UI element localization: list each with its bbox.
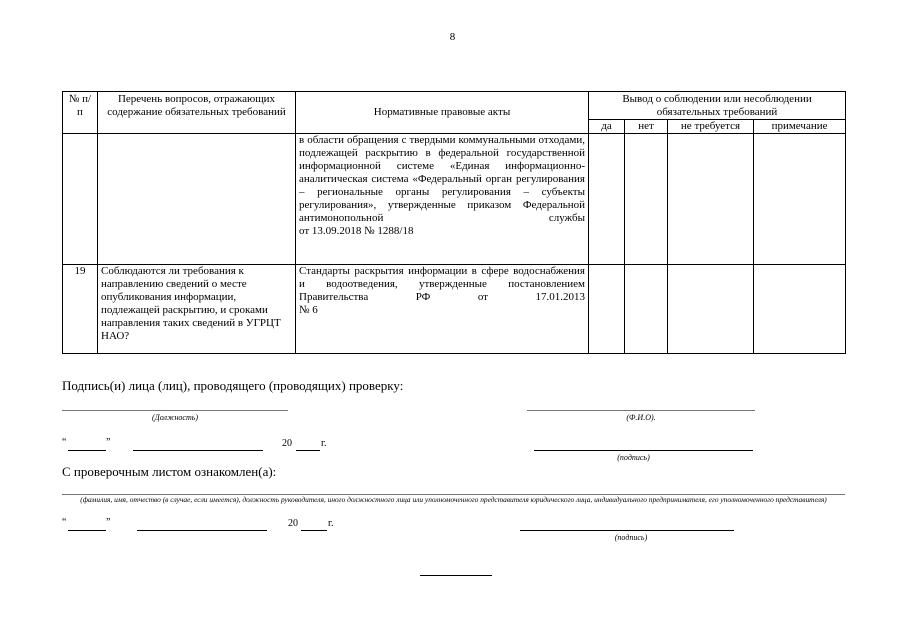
- position-caption: (Должность): [151, 413, 199, 422]
- row-not-required-cell: [668, 134, 754, 265]
- row-question: [98, 134, 296, 265]
- ack-date-quote-open: “: [62, 517, 67, 528]
- row-yes-cell: [589, 265, 625, 354]
- row-remark-cell: [754, 265, 846, 354]
- ack-signature-caption: (подпись): [614, 533, 648, 542]
- date-quote-open: “: [62, 437, 67, 448]
- header-remark: примечание: [754, 120, 846, 134]
- date-year-prefix: 20: [282, 438, 292, 449]
- ack-signature-line: [520, 530, 734, 531]
- header-acts: Нормативные правовые акты: [296, 92, 589, 134]
- acknowledgement-note: (фамилия, имя, отчество (в случае, если имеется), должность руководителя, иного должностного лица или уполномоченного представителя юридического лица, индивидуального предпринимателя, его уполномоченного представителя): [80, 495, 827, 504]
- row-not-required-cell: [668, 265, 754, 354]
- name-caption: (Ф.И.О).: [626, 413, 656, 422]
- date-year-suffix: г.: [321, 438, 327, 449]
- header-questions: Перечень вопросов, отражающих содержание обязательных требований: [98, 92, 296, 134]
- row-acts: [296, 265, 589, 354]
- ack-date-day-line: [68, 530, 106, 531]
- end-divider: [420, 575, 492, 576]
- acknowledgement-title: С проверочным листом ознакомлен(а):: [62, 464, 277, 479]
- row-num: 19: [63, 265, 98, 354]
- date-day-line: [68, 450, 106, 451]
- date-quote-close: ”: [106, 437, 111, 448]
- ack-date-year-prefix: 20: [288, 518, 298, 529]
- checklist-table: [62, 91, 846, 354]
- header-num: № п/п: [63, 92, 98, 134]
- row-acts-text-end: от 13.09.2018 № 1288/18: [299, 225, 414, 237]
- row-num: [63, 134, 98, 265]
- date-month-line: [133, 450, 263, 451]
- table-row: [63, 265, 846, 354]
- date-year-line: [296, 450, 320, 451]
- row-acts-text-end: № 6: [299, 304, 318, 316]
- row-acts-text: Стандарты раскрытия информации в сфере водоснабжения и водоотведения, утвержденные постановлением Правительства РФ от 17.01.2013: [299, 265, 585, 303]
- ack-date-month-line: [137, 530, 267, 531]
- row-no-cell: [625, 265, 668, 354]
- row-acts: [296, 134, 589, 265]
- page-number: 8: [449, 31, 456, 43]
- position-line: [62, 410, 288, 411]
- signature-caption: (подпись): [617, 453, 650, 462]
- name-line: [527, 410, 755, 411]
- signature-line: [534, 450, 753, 451]
- row-no-cell: [625, 134, 668, 265]
- header-no: нет: [625, 120, 668, 134]
- ack-date-year-suffix: г.: [328, 518, 334, 529]
- signature-section-title: Подпись(и) лица (лиц), проводящего (проводящих) проверку:: [62, 378, 404, 393]
- ack-date-year-line: [301, 530, 327, 531]
- header-yes: да: [589, 120, 625, 134]
- row-remark-cell: [754, 134, 846, 265]
- row-yes-cell: [589, 134, 625, 265]
- header-not-required: не требуется: [668, 120, 754, 134]
- row-question: Соблюдаются ли требования к направлению сведений о месте опубликования информации, подлежащей раскрытию, и сроками направления таких сведений в УГРЦТ НАО?: [98, 265, 296, 354]
- ack-date-quote-close: ”: [106, 517, 111, 528]
- table-row: [63, 134, 846, 265]
- row-acts-text: в области обращения с твердыми коммунальными отходами, подлежащей раскрытию в федеральной государственной информационной системе «Единая информационно-аналитическая система «Федеральный орган регулирования – региональные органы регулирования – субъекты регулирования», утвержденные приказом Федеральной антимонопольной службы: [299, 134, 585, 224]
- header-conclusion: Вывод о соблюдении или несоблюдении обязательных требований: [589, 92, 846, 120]
